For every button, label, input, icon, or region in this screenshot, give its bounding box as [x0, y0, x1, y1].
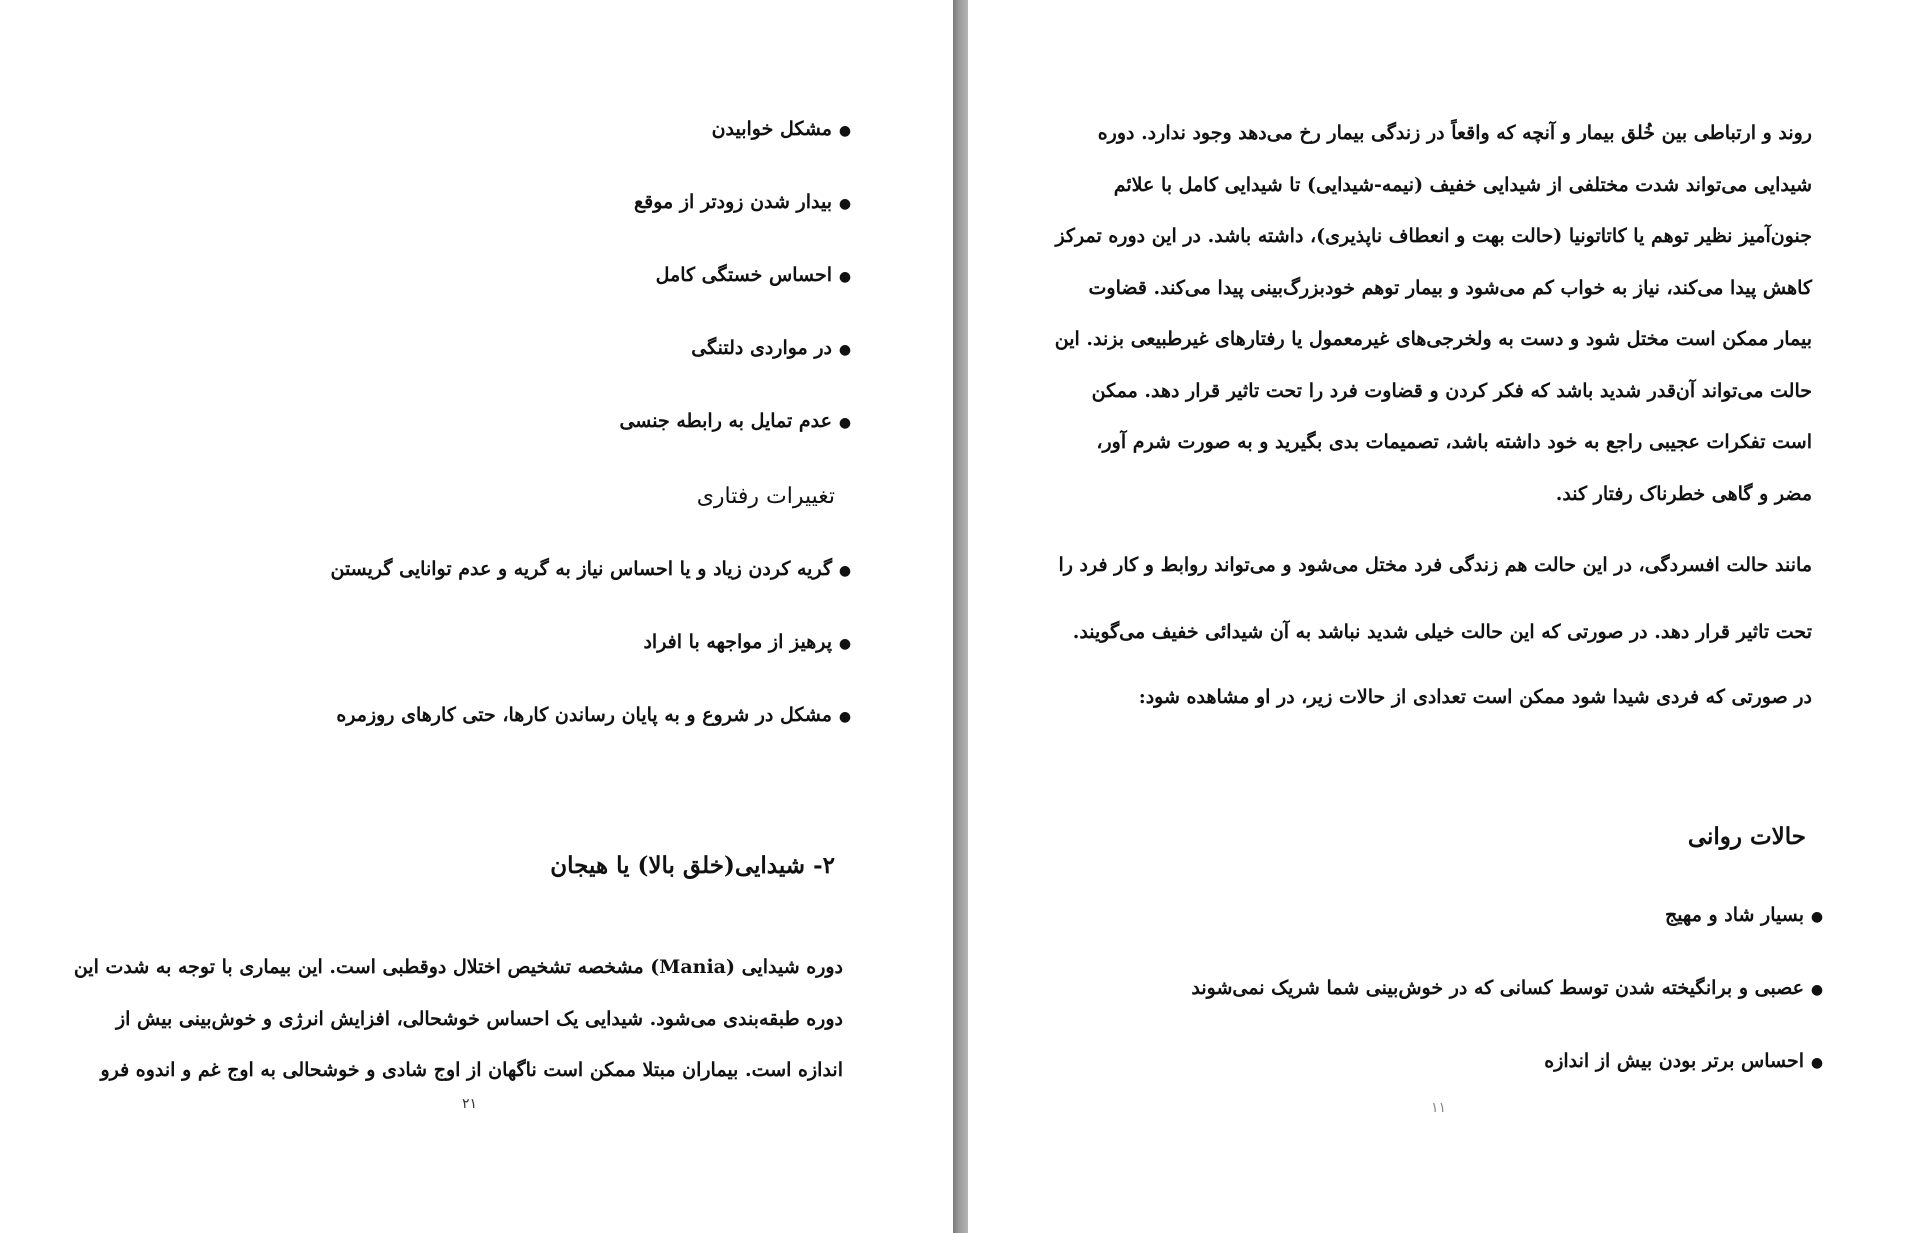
list-item: ●عدم تمایل به رابطه جنسی — [619, 410, 858, 432]
bullet-icon: ● — [1810, 1055, 1824, 1071]
bullet-icon: ● — [1810, 982, 1824, 998]
paragraph-line: مضر و گاهی خطرناک رفتار کند. — [1555, 482, 1812, 505]
paragraph-line: روند و ارتباطی بین خُلق بیمار و آنچه که واقعاً در زندگی بیمار رخ می‌دهد وجود ندارد. دوره — [1097, 122, 1812, 144]
paragraph-line: در صورتی که فردی شیدا شود ممکن است تعدادی از حالات زیر، در او مشاهده شود: — [1138, 686, 1812, 708]
paragraph-line: دوره طبقه‌بندی می‌شود. شیدایی یک احساس خوشحالی، افزایش انرژی و خوش‌بینی بیش از — [115, 1007, 843, 1030]
paragraph-3 — [1077, 672, 1812, 724]
paragraph-line: دوره شیدایی (Mania) مشخصه تشخیص اختلال دوقطبی است. این بیماری با توجه به شدت این — [73, 956, 843, 978]
paragraph-line: حالت می‌تواند آن‌قدر شدید باشد که فکر کردن و قضاوت فرد را تحت تاثیر قرار دهد. ممکن — [1091, 379, 1812, 402]
section-heading: ۲- شیدایی(خلق بالا) یا هیجان — [550, 852, 835, 879]
paragraph-1 — [1054, 108, 1812, 520]
bullet-icon: ● — [838, 342, 852, 358]
list-item: ●مشکل در شروع و به پایان رساندن کارها، حتی کارهای روزمره — [336, 704, 858, 726]
right-page — [968, 0, 1918, 1233]
paragraph-line: کاهش پیدا می‌کند، نیاز به خواب کم می‌شود و بیمار توهم خودبزرگ‌بینی پیدا می‌کند. قضاوت — [1088, 276, 1812, 299]
paragraph-line: اندازه است. بیماران مبتلا ممکن است ناگهان از اوج شادی و خوشحالی به اوج غم و اندوه فرو — [100, 1059, 843, 1081]
bullet-icon: ● — [838, 563, 852, 579]
paragraph-line: مانند حالت افسردگی، در این حالت هم زندگی فرد مختل می‌شود و می‌تواند روابط و کار فرد را — [1058, 554, 1812, 576]
list-item: ●مشکل خوابیدن — [712, 118, 858, 140]
page-number: ۱۱ — [1430, 1100, 1446, 1116]
bullet-icon: ● — [838, 196, 852, 212]
paragraph-line: جنون‌آمیز نظیر توهم یا کاتاتونیا (حالت بهت و انعطاف ناپذیری)، داشته باشد. در این دوره تمرکز — [1055, 225, 1812, 247]
mental-heading: حالات روانی — [1687, 823, 1806, 850]
behavior-heading: تغییرات رفتاری — [696, 484, 835, 509]
list-item: ●بسیار شاد و مهیج — [1665, 904, 1830, 926]
paragraph-2 — [1058, 540, 1812, 674]
list-item: ●گریه کردن زیاد و یا احساس نیاز به گریه و عدم توانایی گریستن — [330, 558, 858, 580]
bullet-icon: ● — [838, 123, 852, 139]
bullet-icon: ● — [838, 269, 852, 285]
bullet-icon: ● — [1810, 909, 1824, 925]
list-item: ●عصبی و برانگیخته شدن توسط کسانی که در خوش‌بینی شما شریک نمی‌شوند — [1191, 977, 1830, 999]
bullet-icon: ● — [838, 709, 852, 725]
paragraph-line: تحت تاثیر قرار دهد. در صورتی که این حالت خیلی شدید نباشد به آن شیدائی خفیف می‌گویند. — [1072, 621, 1812, 643]
bullet-icon: ● — [838, 415, 852, 431]
bullet-icon: ● — [838, 636, 852, 652]
paragraph-line: بیمار ممکن است مختل شود و دست به ولخرجی‌های غیرمعمول یا رفتارهای غیرطبیعی بزند. این — [1054, 328, 1812, 350]
paragraph-line: شیدایی می‌تواند شدت مختلفی از شیدایی خفیف (نیمه-شیدایی) تا شیدایی کامل با علائم — [1113, 173, 1812, 196]
page-divider — [953, 0, 968, 1233]
list-item: ●در مواردی دلتنگی — [691, 337, 858, 359]
list-item: ●پرهیز از مواجهه با افراد — [643, 631, 858, 653]
list-item: ●بیدار شدن زودتر از موقع — [634, 191, 858, 213]
paragraph-line: است تفکرات عجیبی راجع به خود داشته باشد، تصمیمات بدی بگیرید و به صورت شرم آور، — [1096, 431, 1812, 453]
list-item: ●احساس خستگی کامل — [656, 264, 858, 286]
list-item: ●احساس برتر بودن بیش از اندازه — [1544, 1050, 1830, 1072]
mania-paragraph — [73, 942, 843, 1097]
left-page — [0, 0, 953, 1233]
page-number: ۲۱ — [461, 1096, 477, 1112]
